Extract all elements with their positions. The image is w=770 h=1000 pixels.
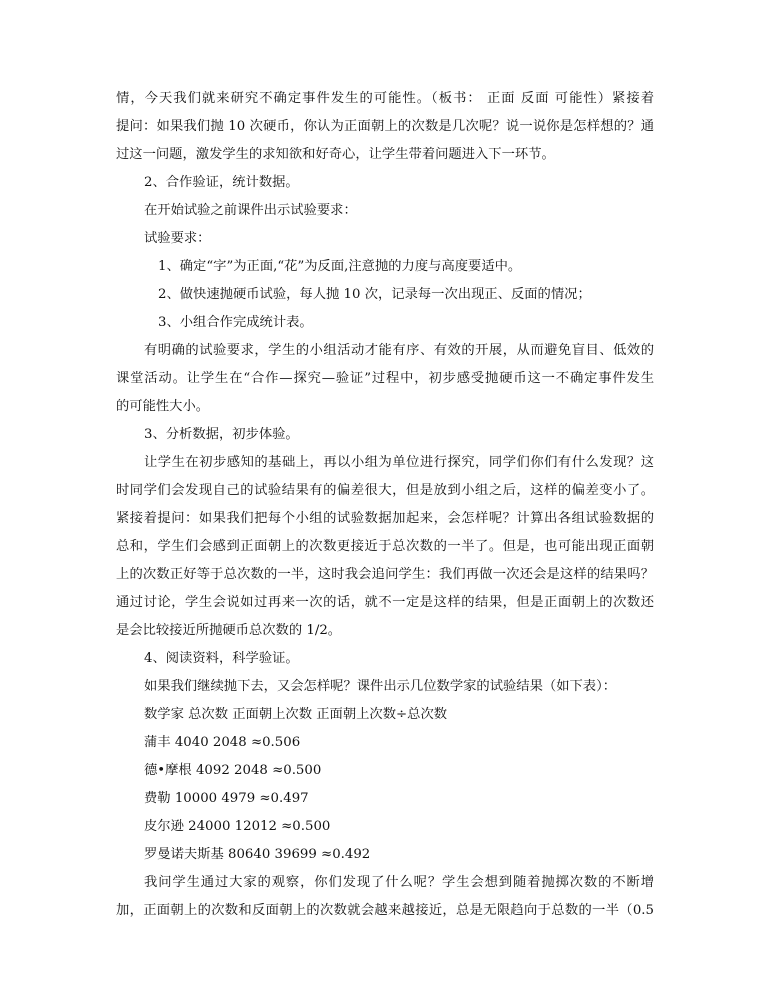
- body-text-line: 提问：如果我们抛 10 次硬币，你认为正面朝上的次数是几次呢？说一说你是怎样想的？通: [116, 119, 654, 134]
- body-text-line: 的可能性大小。: [116, 399, 210, 414]
- data-header-line: 数学家 总次数 正面朝上次数 正面朝上次数÷总次数: [144, 707, 448, 722]
- body-text-line: 紧接着提问：如果我们把每个小组的试验数据加起来，会怎样呢？计算出各组试验数据的: [116, 511, 654, 526]
- body-text-line: 过这一问题，激发学生的求知欲和好奇心，让学生带着问题进入下一环节。: [116, 147, 555, 162]
- section-heading: 4、阅读资料，科学验证。: [144, 651, 299, 666]
- list-item: 1、确定“字”为正面,“花”为反面,注意抛的力度与高度要适中。: [158, 259, 522, 274]
- data-row: 罗曼诺夫斯基 80640 39699 ≈0.492: [144, 847, 371, 862]
- body-text-line: 是会比较接近所抛硬币总次数的 1/2。: [116, 623, 342, 638]
- body-text-line: 课堂活动。让学生在“合作—探究—验证”过程中，初步感受抛硬币这一不确定事件发生: [116, 371, 654, 386]
- data-row: 皮尔逊 24000 12012 ≈0.500: [144, 819, 331, 834]
- body-text-line: 加，正面朝上的次数和反面朝上的次数就会越来越接近，总是无限趋向于总数的一半（0.5: [116, 903, 654, 918]
- body-text-line: 试验要求：: [144, 231, 211, 246]
- body-text-line: 上的次数正好等于总次数的一半，这时我会追问学生：我们再做一次还会是这样的结果吗？: [116, 567, 654, 582]
- section-heading: 2、合作验证，统计数据。: [144, 175, 299, 190]
- data-row: 蒲丰 4040 2048 ≈0.506: [144, 735, 301, 750]
- section-heading: 3、分析数据，初步体验。: [144, 427, 299, 442]
- list-item: 2、做快速抛硬币试验，每人抛 10 次，记录每一次出现正、反面的情况；: [158, 287, 591, 302]
- body-text-line: 情，今天我们就来研究不确定事件发生的可能性。（板书： 正面 反面 可能性）紧接着: [116, 91, 654, 106]
- body-text-line: 有明确的试验要求，学生的小组活动才能有序、有效的开展，从而避免盲目、低效的: [144, 343, 654, 358]
- body-text-line: 总和，学生们会感到正面朝上的次数更接近于总次数的一半了。但是，也可能出现正面朝: [116, 539, 654, 554]
- body-text-line: 在开始试验之前课件出示试验要求：: [144, 203, 357, 218]
- body-text-line: 我问学生通过大家的观察，你们发现了什么呢？学生会想到随着抛掷次数的不断增: [144, 875, 654, 890]
- body-text-line: 如果我们继续抛下去，又会怎样呢？课件出示几位数学家的试验结果（如下表）：: [144, 679, 617, 694]
- data-row: 德•摩根 4092 2048 ≈0.500: [144, 763, 322, 778]
- data-row: 费勒 10000 4979 ≈0.497: [144, 791, 309, 806]
- list-item: 3、小组合作完成统计表。: [158, 315, 313, 330]
- body-text-line: 让学生在初步感知的基础上，再以小组为单位进行探究，同学们你们有什么发现？这: [144, 455, 654, 470]
- body-text-line: 时同学们会发现自己的试验结果有的偏差很大，但是放到小组之后，这样的偏差变小了。: [116, 483, 654, 498]
- body-text-line: 通过讨论，学生会说如过再来一次的话，就不一定是这样的结果，但是正面朝上的次数还: [116, 595, 654, 610]
